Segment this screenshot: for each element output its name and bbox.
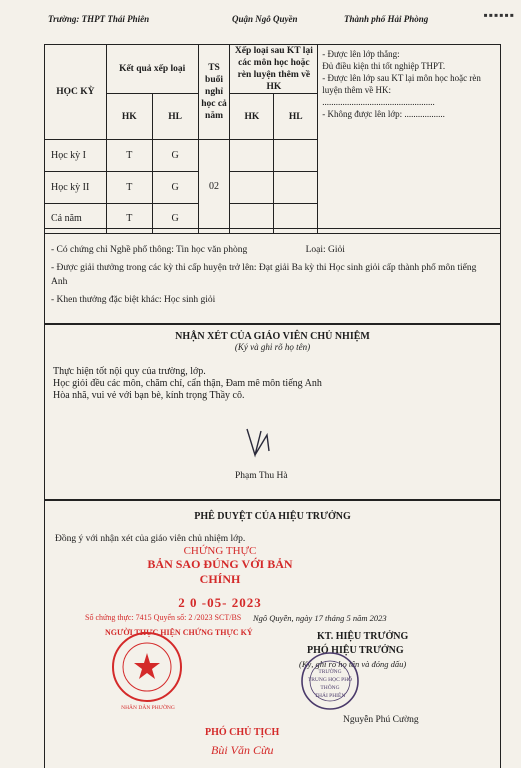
certification-stamp <box>140 545 300 611</box>
teacher-sign-note: (Ký và ghi rõ họ tên) <box>234 342 311 352</box>
principal-section-title: PHÊ DUYỆT CỦA HIỆU TRƯỞNG <box>194 511 351 522</box>
ward-seal-text: NHÂN DÂN PHƯỜNG <box>121 705 175 711</box>
teacher-name: Phạm Thu Hà <box>235 471 288 481</box>
col-retest: Xếp loại sau KT lại các môn học hoặc rèn luyện thêm về HK <box>230 45 318 94</box>
note-line: - Được lên lớp thẳng: <box>322 49 400 59</box>
vice-chair-title: PHÓ CHỦ TỊCH <box>205 727 280 738</box>
row-hl: G <box>152 204 198 234</box>
comment-line: Hòa nhã, vui vẻ với bạn bè, kính trọng Thầy cô. <box>53 390 245 401</box>
cert-number: Số chứng thực: 7415 Quyển số: 2 /2023 SCT/BS <box>85 613 242 622</box>
cert-line2: BẢN SAO ĐÚNG VỚI BẢN CHÍNH <box>147 557 293 586</box>
row-hk: T <box>106 172 152 204</box>
row-label: Học kỳ I <box>45 140 107 172</box>
teacher-section-title: NHẬN XÉT CỦA GIÁO VIÊN CHỦ NHIỆM <box>175 331 370 342</box>
cert-line1: CHỨNG THỰC <box>183 545 257 557</box>
col-result: Kết quả xếp loại <box>106 45 198 94</box>
comment-line: Học giỏi đều các môn, chăm chỉ, cẩn thận, Đam mê môn tiếng Anh <box>53 378 322 389</box>
vice-chair-name: Bùi Văn Cừu <box>211 743 274 757</box>
note-line: Đủ điều kiện thi tốt nghiệp THPT. <box>322 61 446 71</box>
principal-sign-note: (Ký, ghi rõ họ tên và đóng dấu) <box>299 659 407 669</box>
col-absent: TS buổi nghỉ học cả năm <box>198 45 230 140</box>
award-text: - Được giải thưởng trong các kỳ thi cấp huyện trở lên: Đạt giải Ba kỳ thi Học sinh giỏi cấp thành phố môn tiếng Anh <box>51 263 477 287</box>
achievements-section <box>44 228 501 324</box>
certificate-grade: Loại: Giỏi <box>305 245 345 255</box>
row-hl: G <box>152 172 198 204</box>
sub-hl-retest: HL <box>274 94 318 140</box>
sub-hk-retest: HK <box>230 94 274 140</box>
comment-line: Thực hiện tốt nội quy của trường, lớp. <box>53 366 206 377</box>
district-name: Quận Ngô Quyền <box>232 14 298 24</box>
principal-agree-text: Đồng ý với nhận xét của giáo viên chủ nhiệm lớp. <box>55 534 246 544</box>
row-hl: G <box>152 140 198 172</box>
col-semester: HỌC KỲ <box>45 45 107 140</box>
absent-value: 02 <box>198 140 230 234</box>
place-date: Ngô Quyền, ngày 17 tháng 5 năm 2023 <box>253 613 387 623</box>
note-line: .................................................. <box>322 97 435 107</box>
row-hk: T <box>106 140 152 172</box>
corner-marks: ▪▪▪▪▪▪ <box>483 8 515 22</box>
row-label: Cả năm <box>45 204 107 234</box>
kt-label: KT. HIỆU TRƯỞNG <box>317 631 409 642</box>
note-line: - Không được lên lớp: .................. <box>322 109 445 119</box>
cert-signer: NGƯỜI THỰC HIỆN CHỨNG THỰC KÝ <box>105 628 253 637</box>
school-name: Trường: THPT Thái Phiên <box>48 14 150 24</box>
school-seal-text: TRƯỜNG TRUNG HỌC PHỔ THÔNG THÁI PHIÊN <box>307 669 353 699</box>
teacher-comment-section <box>44 324 501 500</box>
sub-hk: HK <box>106 94 152 140</box>
cert-date: 2 0 -05- 2023 <box>178 595 262 610</box>
grades-table <box>44 44 501 234</box>
row-label: Học kỳ II <box>45 172 107 204</box>
row-hk: T <box>106 204 152 234</box>
teacher-signature <box>241 425 275 459</box>
special-award-text: - Khen thưởng đặc biệt khác: Học sinh giỏi <box>51 295 216 305</box>
principal-role: PHÓ HIỆU TRƯỞNG <box>307 645 404 656</box>
sub-hl: HL <box>152 94 198 140</box>
principal-approval-section <box>44 500 501 768</box>
ward-seal <box>111 631 183 703</box>
promotion-notes <box>318 45 501 234</box>
certificate-text: - Có chứng chỉ Nghề phổ thông: Tin học văn phòng <box>51 245 248 255</box>
note-line: - Được lên lớp sau KT lại môn học hoặc rèn luyện thêm về HK: <box>322 73 481 95</box>
city-name: Thành phố Hải Phòng <box>344 14 429 24</box>
principal-name: Nguyễn Phú Cường <box>343 715 419 725</box>
